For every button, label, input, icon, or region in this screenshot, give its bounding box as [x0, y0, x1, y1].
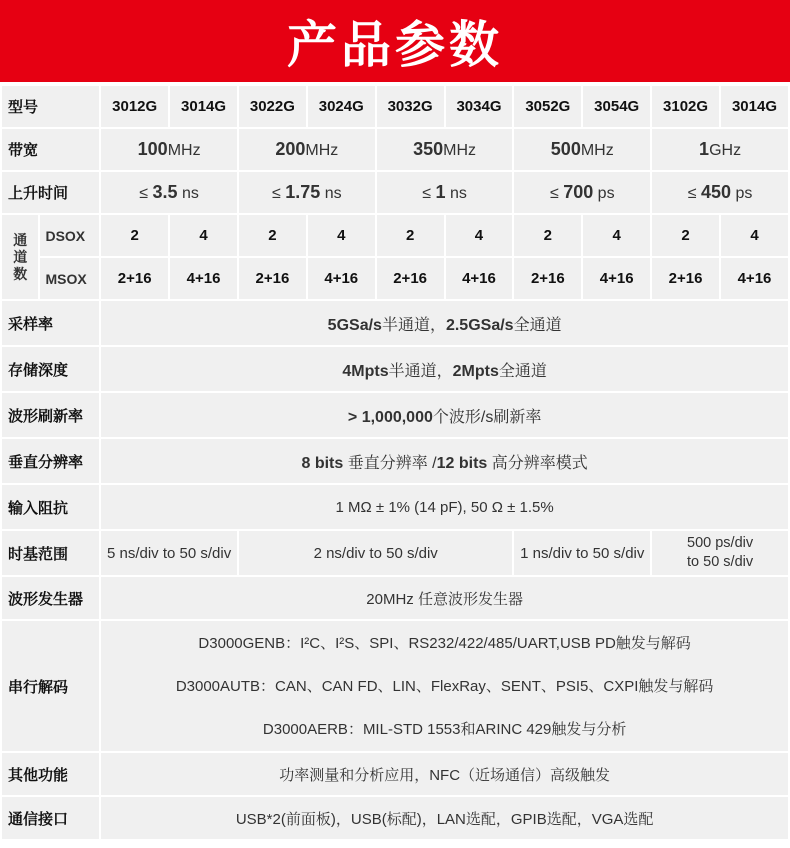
model-cell: 3022G	[239, 86, 306, 127]
timebase-cell: 500 ps/div to 50 s/div	[652, 531, 788, 575]
row-memory-depth	[2, 347, 788, 391]
model-cell: 3032G	[377, 86, 444, 127]
row-label: 串行解码	[2, 621, 99, 751]
model-cell: 3014G	[170, 86, 237, 127]
channel-cell: 2+16	[514, 258, 581, 299]
row-label: 波形刷新率	[2, 393, 99, 437]
channel-cell: 2	[101, 215, 168, 256]
row-label: 时基范围	[2, 531, 99, 575]
channel-cell: 2	[377, 215, 444, 256]
row-channels-dsox	[2, 215, 788, 256]
row-label: 输入阻抗	[2, 485, 99, 529]
channel-cell: 4	[170, 215, 237, 256]
channel-cell: 4	[583, 215, 650, 256]
rise-time-cell: ≤ 450 ps	[652, 172, 788, 213]
page-title: 产品参数	[287, 16, 503, 74]
other-functions-cell: 功率测量和分析应用，NFC（近场通信）高级触发	[101, 753, 788, 795]
row-waveform-rate	[2, 393, 788, 437]
row-interfaces	[2, 797, 788, 839]
row-serial-decode	[2, 621, 788, 751]
bandwidth-cell: 500MHz	[514, 129, 650, 170]
channel-cell: 2	[239, 215, 306, 256]
timebase-cell: 5 ns/div to 50 s/div	[101, 531, 237, 575]
channel-cell: 4+16	[446, 258, 513, 299]
timebase-cell: 1 ns/div to 50 s/div	[514, 531, 650, 575]
serial-decode-line: D3000AERB：MIL-STD 1553和ARINC 429触发与分析	[262, 720, 627, 738]
row-rise-time	[2, 172, 788, 213]
row-label	[2, 215, 38, 299]
channel-cell: 4+16	[721, 258, 788, 299]
row-bandwidth	[2, 129, 788, 170]
row-label: 存储深度	[2, 347, 99, 391]
model-cell: 3034G	[446, 86, 513, 127]
waveform-rate-cell: > 1,000,000个波形/s刷新率	[101, 393, 788, 437]
bandwidth-cell: 100MHz	[101, 129, 237, 170]
waveform-generator-cell: 20MHz 任意波形发生器	[101, 577, 788, 619]
rise-time-cell: ≤ 1 ns	[377, 172, 513, 213]
sub-label-msox: MSOX	[40, 258, 99, 299]
row-model	[2, 86, 788, 127]
rise-time-cell: ≤ 3.5 ns	[101, 172, 237, 213]
model-cell: 3052G	[514, 86, 581, 127]
row-waveform-generator	[2, 577, 788, 619]
sample-rate-cell: 5GSa/s半通道，2.5GSa/s全通道	[101, 301, 788, 345]
model-cell: 3102G	[652, 86, 719, 127]
model-cell: 3014G	[721, 86, 788, 127]
model-cell: 3024G	[308, 86, 375, 127]
channel-cell: 2+16	[652, 258, 719, 299]
channel-cell: 2	[652, 215, 719, 256]
sub-label-dsox: DSOX	[40, 215, 99, 256]
rise-time-cell: ≤ 700 ps	[514, 172, 650, 213]
rise-time-cell: ≤ 1.75 ns	[239, 172, 375, 213]
vertical-resolution-cell: 8 bits 垂直分辨率 /12 bits 高分辨率模式	[101, 439, 788, 483]
row-label: 波形发生器	[2, 577, 99, 619]
channel-cell: 2	[514, 215, 581, 256]
row-timebase	[2, 531, 788, 575]
serial-decode-line: D3000AUTB：CAN、CAN FD、LIN、FlexRay、SENT、PSI5、CXPI触发与解码	[175, 677, 714, 695]
row-other-functions	[2, 753, 788, 795]
channel-cell: 4+16	[308, 258, 375, 299]
timebase-cell: 2 ns/div to 50 s/div	[239, 531, 512, 575]
interfaces-cell: USB*2(前面板)，USB(标配)，LAN选配，GPIB选配，VGA选配	[101, 797, 788, 839]
channel-cell: 2+16	[239, 258, 306, 299]
row-sample-rate	[2, 301, 788, 345]
channel-cell: 4	[308, 215, 375, 256]
channel-cell: 4	[446, 215, 513, 256]
channel-cell: 4	[721, 215, 788, 256]
channel-cell: 2+16	[101, 258, 168, 299]
bandwidth-cell: 1GHz	[652, 129, 788, 170]
row-label: 其他功能	[2, 753, 99, 795]
model-cell: 3012G	[101, 86, 168, 127]
spec-table	[0, 84, 790, 841]
row-label: 带宽	[2, 129, 99, 170]
memory-depth-cell: 4Mpts半通道，2Mpts全通道	[101, 347, 788, 391]
channels-label-char: 道	[13, 248, 28, 265]
channels-label-char: 通	[13, 231, 28, 248]
channel-cell: 4+16	[583, 258, 650, 299]
row-vertical-resolution	[2, 439, 788, 483]
row-label: 垂直分辨率	[2, 439, 99, 483]
channel-cell: 4+16	[170, 258, 237, 299]
input-impedance-cell: 1 MΩ ± 1% (14 pF), 50 Ω ± 1.5%	[101, 485, 788, 529]
row-channels-msox	[2, 258, 788, 299]
serial-decode-line: D3000GENB：I²C、I²S、SPI、RS232/422/485/UART,USB PD触发与解码	[198, 634, 691, 652]
row-label: 上升时间	[2, 172, 99, 213]
channels-label-char: 数	[13, 265, 28, 282]
row-input-impedance	[2, 485, 788, 529]
header-banner	[0, 0, 790, 82]
model-cell: 3054G	[583, 86, 650, 127]
serial-decode-cell	[101, 621, 788, 751]
row-label: 采样率	[2, 301, 99, 345]
bandwidth-cell: 350MHz	[377, 129, 513, 170]
channel-cell: 2+16	[377, 258, 444, 299]
bandwidth-cell: 200MHz	[239, 129, 375, 170]
row-label: 型号	[2, 86, 99, 127]
row-label: 通信接口	[2, 797, 99, 839]
